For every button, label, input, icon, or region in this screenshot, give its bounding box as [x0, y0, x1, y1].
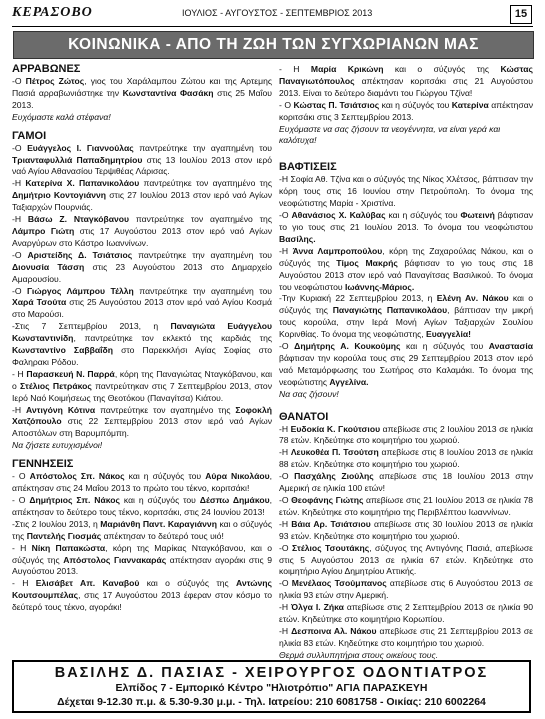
entry: - Η Ελισάβετ Απ. Καναβού και ο σύζυγός της Αντώνης Κουτσουμπέλας, στις 17 Αυγούστου 2013 έφεραν στον κόσμο το δεύτερό τους τέκνο, αγοράκι!: [12, 578, 273, 613]
ad-address: Ελπίδος 7 - Εμπορικό Κέντρο "Ηλιοτρόπιο" ΑΓΙΑ ΠΑΡΑΣΚΕΥΗ: [115, 682, 428, 694]
header-divider: [12, 26, 533, 27]
wish-text: Να σας ζήσουν!: [279, 388, 339, 399]
wish-text: Να ζήσετε ευτυχισμένοι!: [12, 440, 103, 451]
entry: -Η Όλγα Ι. Ζήκα απεβίωσε στις 2 Σεπτεμβρίου 2013 σε ηλικία 90 ετών. Κηδεύτηκε στο κοιμητήριο Κορωπίου.: [279, 602, 533, 625]
entry: - Ο Απόστολος Σπ. Νάκος και η σύζυγός του Αύρα Νικολάου, απέκτησαν στις 24 Μαΐου 2013 το πρώτο του τέκνο, κοριτσάκι!: [12, 471, 272, 494]
issue-date: ΙΟΥΛΙΟΣ - ΑΥΓΟΥΣΤΟΣ - ΣΕΠΤΕΜΒΡΙΟΣ 2013: [182, 8, 373, 18]
entry: -Η Βάια Αρ. Τσιάτσιου απεβίωσε στις 30 Ιουλίου 2013 σε ηλικία 93 ετών. Κηδεύτηκε στο κοιμητήριο του χωριού.: [279, 518, 533, 541]
entry: - Η Νίκη Παπακώστα, κόρη της Μαρίκας Νταγκόβανου, και ο σύζυγός της Απόστολος Γιαννακαράς απέκτησαν αγοράκι στις 9 Αυγούστου 2013.: [12, 542, 272, 577]
left-column: [12, 63, 272, 614]
heading-baptisms: ΒΑΦΤΙΣΕΙΣ: [279, 161, 337, 174]
wish-text: Ευχόμαστε να σας ζήσουν τα νεογέννητα, να είναι γερά και καλότυχα!: [279, 123, 501, 146]
entry: -Η Λευκοθέα Π. Τσούτση απεβίωσε στις 8 Ιουλίου 2013 σε ηλικία 88 ετών. Κηδεύτηκε στο κοιμητήριο του χωριού.: [279, 447, 533, 470]
ad-hours-phones: Δέχεται 9-12.30 π.μ. & 5.30-9.30 μ.μ. - Τηλ. Ιατρείου: 210 6081758 - Οικίας: 210 6002264: [57, 696, 486, 708]
heading-weddings: ΓΑΜΟΙ: [12, 129, 47, 142]
heading-births: ΓΕΝΝΗΣΕΙΣ: [12, 458, 74, 471]
heading-engagements: ΑΡΡΑΒΩΝΕΣ: [12, 63, 81, 75]
entry: - Ο Κώστας Π. Τσιάτσιος και η σύζυγός του Κατερίνα απέκτησαν κοριτσάκι στις 3 Σεπτεμβρίου 2013.: [279, 99, 533, 122]
entry: -Ο Πασχάλης Ζιούλης απεβίωσε στις 18 Ιουλίου 2013 στην Αμερική σε ηλικία 100 ετών!: [279, 471, 533, 494]
entry: -Ο Στέλιος Τσουτάκης, σύζυγος της Αντιγόνης Πασιά, απεβίωσε στις 5 Αυγούστου 2013 σε ηλικία 67 ετών. Κηδεύτηκε στο κοιμητήριο Αγίου Δημητρίου Αττικής.: [279, 542, 533, 577]
heading-deaths: ΘΑΝΑΤΟΙ: [279, 410, 329, 423]
entry: -Ο Αθανάσιος Χ. Καλύβας και η σύζυγός του Φωτεινή βάφτισαν το γιο τους στις 21 Ιουλίου 2013. Το όνομα του νεοφώτιστου Βασίλης.: [279, 210, 533, 244]
page-header: [12, 5, 532, 23]
wish-text: Θερμά συλλυπητήρια στους οικείους τους.: [279, 649, 439, 660]
entry: -Η Σοφία Αθ. Τζίνα και ο σύζυγός της Νίκος Χλέτσος, βάπτισαν την κόρη τους στις 16 Ιουνίου στην Πετρούπολη. Το όνομα της νεοφώτιστης Μαρία - Χριστίνα.: [279, 174, 533, 209]
wish-text: Ευχόμαστε καλά στέφανα!: [12, 111, 111, 122]
dentist-advertisement: [12, 660, 531, 713]
entry: -Ο Ευάγγελος Ι. Γιαννούλας παντρεύτηκε την αγαπημένη του Τριανταφυλλιά Παπαδημητρίου στις 13 Ιουλίου 2013 στον ιερό ναό Αγίου Αθανασίου Τερψιθέας Λάρισας.: [12, 142, 272, 177]
entry: -Ο Γιώργος Λάμπρου Τέλλη παντρεύτηκε την αγαπημένη του Χαρά Τσούτα στις 25 Αυγούστου 2013 στον ιερό ναό Αγίου Κοσμά στο Μαρούσι.: [12, 285, 273, 320]
entry: -Ο Δημήτρης Α. Κουκούμης και η σύζυγός του Αναστασία βάφτισαν την κορούλα τους στις 29 Σεπτεμβρίου 2013 στον ιερό ναό Μεταμόρφωσης του Σωτήρος στο Καλαμάκι. Το όνομα της νεοφώτιστης Αγγελίνα.: [279, 341, 534, 387]
ad-name: ΒΑΣΙΛΗΣ Δ. ΠΑΣΙΑΣ - ΧΕΙΡΟΥΡΓΟΣ ΟΔΟΝΤΙΑΤΡΟΣ: [54, 665, 489, 681]
entry: -Ο Μενέλαος Τσούμπανος απεβίωσε στις 6 Αυγούστου 2013 σε ηλικία 93 ετών στην Αμερική.: [279, 578, 534, 601]
entry: - Η Μαρία Κρικώνη και ο σύζυγός της Κώστας Παναγιωτόπουλος απέκτησαν κοριτσάκι στις 21 Αυγούστου 2013. Είναι το δεύτερο διαμάντι του Γιώργου Τζίνα!: [279, 64, 533, 98]
entry: -Η Δεσποινα Αλ. Νάκου απεβίωσε στις 21 Σεπτεμβρίου 2013 σε ηλικία 83 ετών. Κηδεύτηκε στο κοιμητήριο του χωριού.: [279, 625, 533, 648]
entry: -Η Βάσω Ζ. Νταγκόβανου παντρεύτηκε τον αγαπημένο της Λάμπρο Γιώτη στις 17 Αυγούστου 2013 στον ιερό ναό Αγίων Αναργύρων στο Κάστρο Ιωαννίνων.: [12, 214, 272, 248]
right-column: [279, 64, 533, 662]
entry: -Ο Αριστείδης Δ. Τσιάτσιος παντρεύτηκε την αγαπημένη του Διονυσία Τάσση στις 23 Αυγούστου 2013 στο Δημαρχείο Αμαρουσίου.: [12, 249, 272, 284]
page-number: 15: [510, 5, 532, 24]
section-banner: ΚΟΙΝΩΝΙΚΑ - ΑΠΟ ΤΗ ΖΩΗ ΤΩΝ ΣΥΓΧΩΡΙΑΝΩΝ ΜΑΣ: [13, 31, 534, 59]
entry: -Την Κυριακή 22 Σεπτεμβρίου 2013, η Ελένη Αν. Νάκου και ο σύζυγός της Παναγιώτης Παπανικολάου, βάπτισαν την μικρή τους κορούλα, στην Ιερά Μονή Αγίων Ταξιαρχών Σουλίου Κορινθίας. Το όνομα της νεοφώτιστης, Ευαγγελία!: [279, 293, 533, 340]
entry: - Ο Δημήτριος Σπ. Νάκος και η σύζυγός του Δέσπω Δημάκου, απέκτησαν το δεύτερο τους τέκνο, κοριτσάκι, στις 24 Ιουνίου 2013!: [12, 495, 272, 517]
masthead: ΚΕΡΑΣΟΒΟ: [12, 5, 93, 20]
entry: -Η Ευδοκία Κ. Γκούτσιου απεβίωσε στις 2 Ιουλίου 2013 σε ηλικία 78 ετών. Κηδεύτηκε στο κοιμητήριο του χωριού.: [279, 423, 533, 446]
entry: -Ο Πέτρος Ζώτος, γιος του Χαράλαμπου Ζώτου και της Αρτεμης Πασιά αρραβωνιάστηκε την Κωνσταντίνα Φασάκη στις 25 Μαΐου 2013.: [12, 76, 272, 110]
entry: -Η Κατερίνα Χ. Παπανικολάου παντρεύτηκε τον αγαπημένο της Δημήτριο Κοντογιάννη στις 27 Ιουλίου 2013 στον ιερό ναό Αγίων Ταξιαρχών Πουρνιάς.: [12, 178, 272, 213]
entry: -Στις 7 Σεπτεμβρίου 2013, η Παναγιώτα Ευάγγελου Κωνσταντινίδη, παντρεύτηκε τον εκλεκτό της καρδιάς της Κωνσταντίνο Σαββαΐδη στο Παρεκκλήσι Αγίας Σοφίας στο Φαληρακι Ρόδου.: [12, 321, 272, 367]
entry: -Στις 2 Ιουλίου 2013, η Μαριάνθη Παντ. Καραγιάννη και ο σύζυγός της Παντελής Γιοσμάς απέκτησαν το δεύτερό τους υιό!: [12, 518, 272, 541]
entry: -Η Άννα Λαμπροπούλου, κόρη της Ζαχαρούλας Νάκου, και ο σύζυγός της Τίμος Μακρής βάφτισαν το γιο τους στις 18 Αυγούστου 2013 στον ιερό ναό Παναγίτσας Βασιλικού. Το όνομα του νεοφώτιστου Ιωάννης-Μάριος.: [279, 245, 533, 292]
entry: - Η Παρασκευή Ν. Παρρά, κόρη της Παναγιώτας Νταγκόβανου, και ο Στέλιος Πετράκος παντρεύτηκαν στις 7 Σεπτεμβρίου 2013, στον Ιερό Ναό Κοιμήσεως της Θεοτόκου (Παναγίτσα) Κιάτου.: [12, 368, 272, 403]
entry: -Η Αντιγόνη Κότινα παντρεύτηκε τον αγαπημένο της Σοφοκλή Χατζόπουλο στις 22 Σεπτεμβρίου 2013 στον ιερό ναό Αγίων Αποστόλων στη Βαρυμπόμπη.: [12, 404, 272, 439]
entry: -Ο Θεοφάνης Γιώτης απεβίωσε στις 21 Ιουλίου 2013 σε ηλικία 78 ετών. Κηδεύτηκε στο κοιμητήριο της Περιβλέπτου Ιωαννίνων.: [279, 495, 534, 517]
